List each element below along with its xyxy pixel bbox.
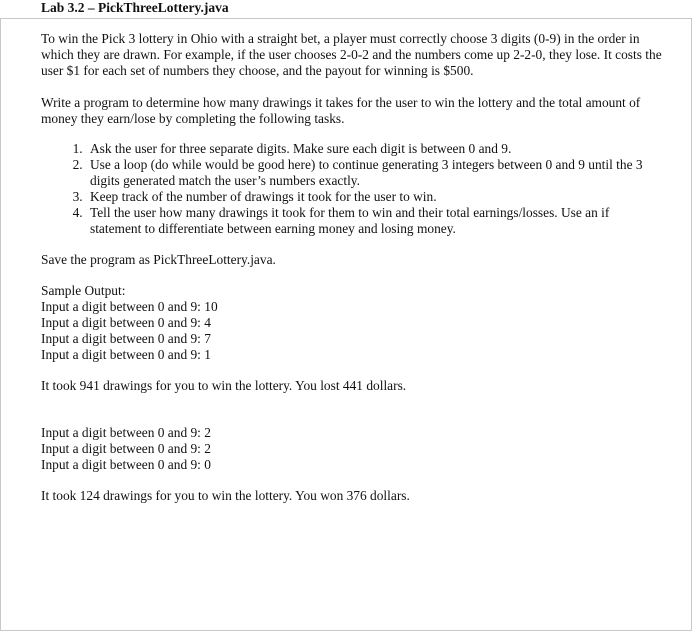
task-item: 1. Ask the user for three separate digits. Make sure each digit is between 0 and 9. <box>86 141 663 157</box>
output-line: Input a digit between 0 and 9: 0 <box>41 457 211 472</box>
sample-output-run-2 <box>41 425 663 473</box>
intro-paragraph: To win the Pick 3 lottery in Ohio with a straight bet, a player must correctly choose 3 digits (0-9) in the order in which they are drawn. For example, if the user chooses 2-0-2 and the numbers come up 2-2-0, they lose. It costs the user $1 for each set of numbers they choose, and the payout for winning is $500. <box>41 31 662 78</box>
task-item: 3. Keep track of the number of drawings it took for the user to win. <box>86 189 663 205</box>
output-line: Input a digit between 0 and 9: 4 <box>41 315 211 330</box>
output-line: Input a digit between 0 and 9: 2 <box>41 441 211 456</box>
sample-output-label: Sample Output: <box>41 283 126 298</box>
output-line: Input a digit between 0 and 9: 1 <box>41 347 211 362</box>
save-instruction: Save the program as PickThreeLottery.java. <box>41 252 276 267</box>
document-body <box>41 31 663 504</box>
output-line: Input a digit between 0 and 9: 7 <box>41 331 211 346</box>
output-line: Input a digit between 0 and 9: 10 <box>41 299 218 314</box>
sample-output-run-1 <box>41 283 663 363</box>
output-line: Input a digit between 0 and 9: 2 <box>41 425 211 440</box>
task-list <box>41 141 663 237</box>
task-item: 2. Use a loop (do while would be good here) to continue generating 3 integers between 0 and 9 until the 3 digits generated match the user’s numbers exactly. <box>86 157 663 189</box>
instructions-paragraph: Write a program to determine how many drawings it takes for the user to win the lottery and the total amount of money they earn/lose by completing the following tasks. <box>41 95 641 126</box>
run-2-result: It took 124 drawings for you to win the lottery. You won 376 dollars. <box>41 488 410 503</box>
page-title: Lab 3.2 – PickThreeLottery.java <box>41 0 229 15</box>
run-1-result: It took 941 drawings for you to win the lottery. You lost 441 dollars. <box>41 378 407 393</box>
task-item: 4. Tell the user how many drawings it took for them to win and their total earnings/losses. Use an if statement to differentiate between earning money and losing money. <box>86 205 663 237</box>
